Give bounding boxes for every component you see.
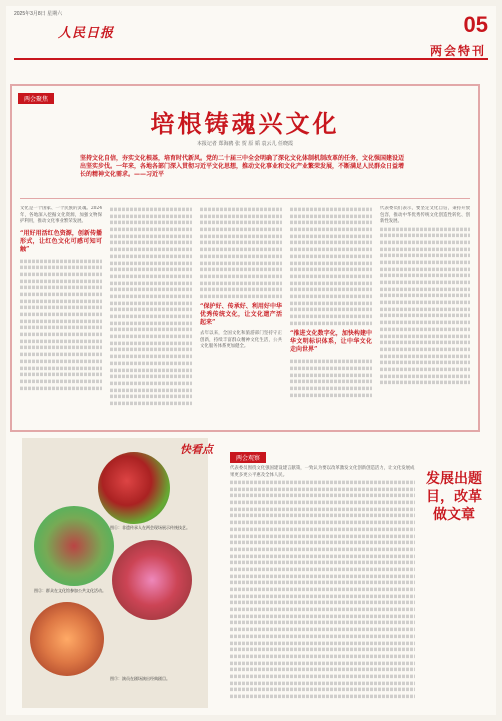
photo-caption: 图②：群众在文化馆参加公共文化活动。 xyxy=(34,588,106,593)
pull-quote: “保护好、传承好、利用好中华优秀传统文化，让文化遗产活起来” xyxy=(200,303,282,327)
byline: 本报记者 郑海鸥 张 贺 原 韬 袁云儿 任晓霞 xyxy=(196,141,294,147)
header-rule xyxy=(14,58,488,60)
photo-stage xyxy=(112,540,192,620)
article-paragraph: 代表委员们表示，要坚定文化自信，秉持开放包容，推动中华优秀传统文化创造性转化、创新性发展。 xyxy=(380,206,470,224)
photo-festival xyxy=(30,602,104,676)
photo-caption: 图③：演员在剧场演出经典剧目。 xyxy=(110,676,170,681)
article-paragraph: 文化是一个国家、一个民族的灵魂。2024年，各地深入挖掘文化资源，加强文物保护利用，推动文化事业繁荣发展。 xyxy=(20,206,102,224)
pull-quote: “用好用活红色资源，创新传播形式，让红色文化可感可知可触” xyxy=(20,229,102,253)
page-number: 05 xyxy=(463,12,488,37)
photo-performance xyxy=(98,452,170,524)
pull-quote: “推进文化数字化，加快构建中华文明标识体系，让中华文化走向世界” xyxy=(290,330,372,354)
article-column-3 xyxy=(200,206,282,421)
column-brand: 快看点 xyxy=(180,443,213,456)
side-article xyxy=(230,466,415,700)
article-column-4 xyxy=(290,206,372,421)
lead-paragraph: 坚持文化自信，夯实文化根基，培育时代新风。党的二十届三中全会明确了深化文化体制机制改革的任务，文化强国建设迈出坚实步伐。一年来，各地各部门深入贯彻习近平文化思想，推动文化事业和文化产业繁荣发展，不断满足人民群众日益增长的精神文化需求。——习近平 xyxy=(80,155,405,178)
side-article-text: 代表委员围绕文化强国建设建言献策，一致认为要以改革激发文化创新创造活力，让文化发展成果更多更公平惠及全体人民。 xyxy=(230,466,415,478)
photo-parade xyxy=(34,506,114,586)
headline: 培根铸魂兴文化 xyxy=(150,109,340,138)
side-headline: 发展出题目，改革做文章 xyxy=(426,471,482,523)
side-tag: 两会观察 xyxy=(230,452,266,463)
newspaper-logo: 人民日报 xyxy=(58,25,115,40)
issue-date: 2025年3月8日 星期六 xyxy=(14,11,63,17)
article-column-5 xyxy=(380,206,470,421)
article-paragraph: 去年以来，全国文化和旅游部门坚持守正创新，持续丰富群众精神文化生活，公共文化服务体系更加健全。 xyxy=(200,331,282,350)
article-column-1 xyxy=(20,206,102,421)
lead-divider xyxy=(20,198,470,199)
feature-tag: 两会聚焦 xyxy=(18,93,54,104)
section-title: 两会特刊 xyxy=(429,44,486,58)
article-column-2 xyxy=(110,206,192,421)
photo-caption: 图①：非遗传承人在两会现场展示传统技艺。 xyxy=(110,525,190,530)
